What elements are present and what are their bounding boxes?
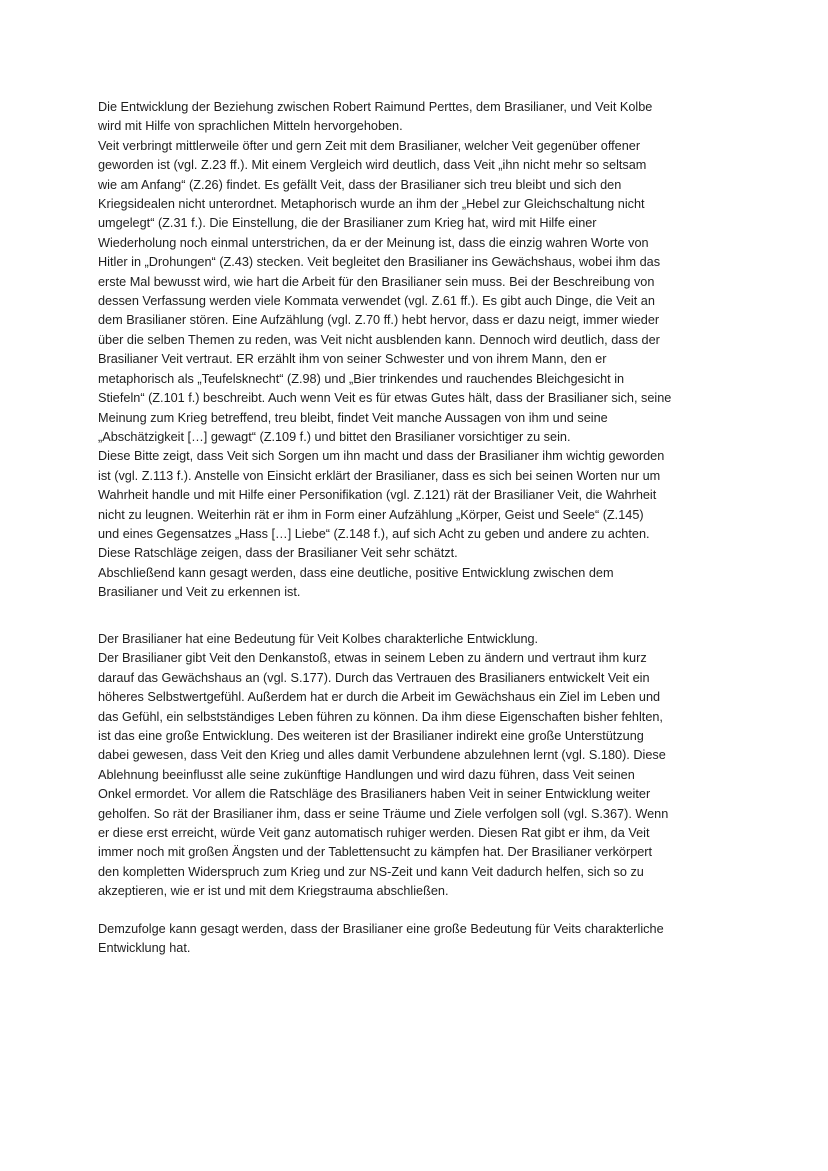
text-line: Der Brasilianer gibt Veit den Denkanstoß, etwas in seinem Leben zu ändern und vertraut ihm kurz [98, 651, 647, 666]
text-line: „Abschätzigkeit […] gewagt“ (Z.109 f.) und bittet den Brasilianer vorsichtiger zu sein. [98, 429, 571, 444]
text-line: Onkel ermordet. Vor allem die Ratschläge des Brasilianers haben Veit in seiner Entwicklung weiter [98, 787, 651, 802]
text-line: Abschließend kann gesagt werden, dass eine deutliche, positive Entwicklung zwischen dem [98, 565, 614, 580]
text-line: darauf das Gewächshaus an (vgl. S.177). Durch das Vertrauen des Brasilianers entwickelt Veit ein [98, 670, 650, 685]
text-line: Diese Ratschläge zeigen, dass der Brasilianer Veit sehr schätzt. [98, 546, 458, 561]
text-line: dessen Verfassung werden viele Kommata verwendet (vgl. Z.61 ff.). Es gibt auch Dinge, die Veit an [98, 294, 655, 309]
text-line: er diese erst erreicht, würde Veit ganz automatisch ruhiger werden. Diesen Rat gibt er ihm, da Veit [98, 826, 650, 841]
text-line: Die Entwicklung der Beziehung zwischen Robert Raimund Perttes, dem Brasilianer, und Veit Kolbe [98, 100, 653, 114]
text-line: Entwicklung hat. [98, 941, 191, 956]
text-line: Stiefeln“ (Z.101 f.) beschreibt. Auch wenn Veit es für etwas Gutes hält, dass der Brasilianer sich, seine [98, 391, 672, 406]
text-line: das Gefühl, ein selbstständiges Leben führen zu können. Da ihm diese Eigenschaften bisher fehlten, [98, 709, 663, 724]
text-line: ist (vgl. Z.113 f.). Anstelle von Einsicht erklärt der Brasilianer, dass es sich bei seinen Worten nur um [98, 468, 661, 483]
text-line: dabei gewesen, dass Veit den Krieg und alles damit Verbundene abzulehnen lernt (vgl. S.180). Diese [98, 748, 666, 763]
text-line: ist das eine große Entwicklung. Des weiteren ist der Brasilianer indirekt eine große Unterstützung [98, 729, 644, 744]
text-line: höheres Selbstwertgefühl. Außerdem hat er durch die Arbeit im Gewächshaus ein Ziel im Leben und [98, 690, 661, 705]
text-line: Demzufolge kann gesagt werden, dass der Brasilianer eine große Bedeutung für Veits charakterliche [98, 922, 664, 936]
paragraph-conclusion [98, 920, 730, 959]
text-line: wird mit Hilfe von sprachlichen Mitteln hervorgehoben. [98, 119, 403, 134]
text-line: Wahrheit handle und mit Hilfe einer Personifikation (vgl. Z.121) rät der Brasilianer Veit, die Wahrheit [98, 488, 657, 503]
text-line: Brasilianer Veit vertraut. ER erzählt ihm von seiner Schwester und von ihrem Mann, den er [98, 352, 607, 367]
text-line: wie am Anfang“ (Z.26) findet. Es gefällt Veit, dass der Brasilianer sich treu bleibt und sich den [98, 177, 622, 192]
paragraph-relationship-development [98, 98, 730, 603]
text-line: Kriegsidealen nicht unterordnet. Metaphorisch wurde an ihm der „Hebel zur Gleichschaltung nicht [98, 197, 645, 212]
text-line: Brasilianer und Veit zu erkennen ist. [98, 585, 301, 600]
text-line: Wiederholung noch einmal unterstrichen, da er der Meinung ist, dass die einzig wahren Worte von [98, 235, 649, 250]
text-line: nicht zu leugnen. Weiterhin rät er ihm in Form einer Aufzählung „Körper, Geist und Seele“ (Z.145) [98, 507, 644, 522]
text-line: Meinung zum Krieg betreffend, treu bleibt, findet Veit manche Aussagen von ihm und seine [98, 410, 608, 425]
text-line: Veit verbringt mittlerweile öfter und gern Zeit mit dem Brasilianer, welcher Veit gegenüber offener [98, 138, 641, 153]
text-line: umgelegt“ (Z.31 f.). Die Einstellung, die der Brasilianer zum Krieg hat, wird mit Hilfe einer [98, 216, 597, 231]
text-line: immer noch mit großen Ängsten und der Tablettensucht zu kämpfen hat. Der Brasilianer verkörpert [98, 845, 653, 860]
text-line: den kompletten Widerspruch zum Krieg und zur NS-Zeit und kann Veit dadurch helfen, sich so zu [98, 864, 644, 879]
text-line: über die selben Themen zu reden, was Veit nicht ausblenden kann. Dennoch wird deutlich, dass der [98, 332, 660, 347]
text-line: geholfen. So rät der Brasilianer ihm, dass er seine Träume und Ziele verfolgen soll (vgl. S.367). Wenn [98, 806, 669, 821]
text-line: metaphorisch als „Teufelsknecht“ (Z.98) und „Bier trinkendes und rauchendes Bleichgesicht in [98, 371, 625, 386]
text-line: geworden ist (vgl. Z.23 ff.). Mit einem Vergleich wird deutlich, dass Veit „ihn nicht mehr so seltsam [98, 158, 647, 173]
text-line: dem Brasilianer stören. Eine Aufzählung (vgl. Z.70 ff.) hebt hervor, dass er dazu neigt, immer wieder [98, 313, 660, 328]
text-line: Hitler in „Drohungen“ (Z.43) stecken. Veit begleitet den Brasilianer ins Gewächshaus, wobei ihm das [98, 255, 661, 270]
text-line: Der Brasilianer hat eine Bedeutung für Veit Kolbes charakterliche Entwicklung. [98, 632, 539, 646]
paragraph-character-development [98, 630, 730, 902]
text-line: erste Mal bewusst wird, wie hart die Arbeit für den Brasilianer sein muss. Bei der Beschreibung von [98, 274, 655, 289]
text-line: Diese Bitte zeigt, dass Veit sich Sorgen um ihn macht und dass der Brasilianer ihm wichtig geworden [98, 449, 665, 464]
text-line: und eines Gegensatzes „Hass […] Liebe“ (Z.148 f.), auf sich Acht zu geben und andere zu achten. [98, 526, 650, 541]
text-line: akzeptieren, wie er ist und mit dem Kriegstrauma abschließen. [98, 884, 449, 899]
text-line: Ablehnung beeinflusst alle seine zukünftige Handlungen und wird dazu führen, dass Veit seinen [98, 767, 635, 782]
